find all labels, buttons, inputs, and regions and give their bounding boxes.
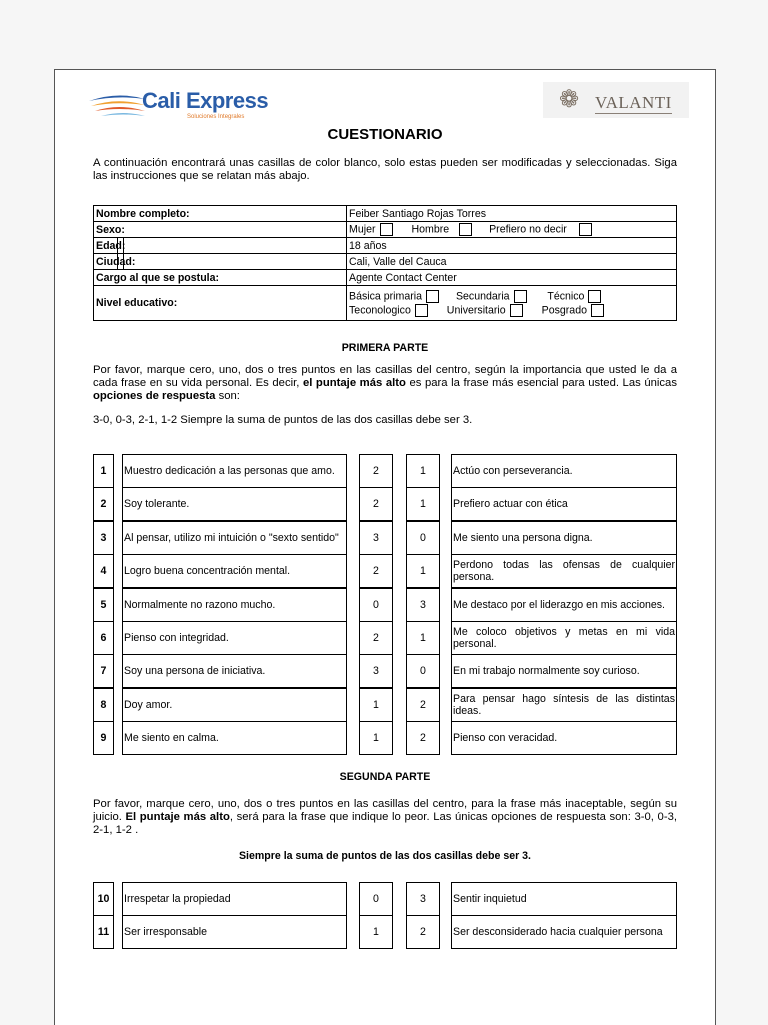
part2-instr-bold: El puntaje más alto	[125, 811, 230, 823]
score-right-input-text: 3	[420, 893, 426, 905]
statement-right-text: Prefiero actuar con ética	[453, 498, 568, 511]
score-left-input-text: 3	[373, 665, 379, 678]
question-number-text: 1	[100, 465, 107, 477]
checkbox-tecnico[interactable]	[588, 290, 601, 303]
part1-instr-text: Por favor, marque cero, uno, dos o tres puntos en las casillas del centro, según la importancia que usted le da a cada frase en su vida personal. Es decir,	[93, 364, 677, 389]
question-number	[93, 654, 114, 688]
question-number-text: 11	[97, 926, 110, 939]
education-option-label: Básica primaria	[349, 290, 423, 303]
score-left-input[interactable]	[359, 915, 393, 949]
cali-express-logo	[87, 88, 297, 128]
statement-left	[122, 688, 347, 722]
checkbox-prefiero-no-decir[interactable]	[579, 223, 592, 236]
sex-option-label: Mujer	[349, 223, 376, 236]
score-right-input-text: 2	[420, 732, 426, 745]
question-row	[93, 688, 677, 722]
statement-right	[451, 588, 677, 622]
part1-instructions	[93, 364, 677, 403]
statement-right-text: Perdono todas las ofensas de cualquier persona.	[453, 559, 675, 584]
question-row	[93, 654, 677, 688]
education-option-label: Teconologico	[349, 303, 411, 316]
part2-instructions	[93, 798, 677, 837]
statement-right	[451, 554, 677, 588]
cali-express-swoosh-icon	[87, 91, 147, 121]
statement-right-text: Sentir inquietud	[453, 893, 527, 905]
score-right-input[interactable]	[406, 554, 440, 588]
question-row	[93, 721, 677, 755]
statement-left	[122, 521, 347, 555]
cell-divider	[123, 238, 124, 253]
score-right-input[interactable]	[406, 882, 440, 916]
score-left-input[interactable]	[359, 588, 393, 622]
question-number-text: 2	[100, 498, 107, 511]
statement-right-text: Ser desconsiderado hacia cualquier persona	[453, 926, 663, 939]
question-number	[93, 721, 114, 755]
statement-right	[451, 454, 677, 488]
statement-right	[451, 487, 677, 521]
question-number-text: 7	[100, 665, 107, 678]
score-left-input-text: 2	[373, 498, 379, 511]
age-row	[94, 238, 677, 254]
education-options	[347, 286, 677, 321]
question-number-text: 10	[97, 893, 110, 905]
statement-left	[122, 554, 347, 588]
score-right-input-text: 1	[420, 565, 426, 578]
score-left-input[interactable]	[359, 454, 393, 488]
age-label-cell	[94, 238, 347, 254]
statement-left	[122, 882, 347, 916]
question-number	[93, 588, 114, 622]
statement-left	[122, 454, 347, 488]
part1-instr-text: es para la frase más esencial para usted. Las únicas	[405, 377, 677, 389]
question-number	[93, 487, 114, 521]
score-right-input-text: 1	[420, 632, 426, 644]
statement-left-text: Soy una persona de iniciativa.	[124, 665, 266, 678]
question-number-text: 9	[100, 732, 107, 745]
statement-left	[122, 721, 347, 755]
score-right-input[interactable]	[406, 454, 440, 488]
score-left-input[interactable]	[359, 487, 393, 521]
score-right-input[interactable]	[406, 521, 440, 555]
question-row	[93, 621, 677, 655]
city-row	[94, 254, 677, 270]
page-title: CUESTIONARIO	[327, 126, 443, 143]
checkbox-secundaria[interactable]	[514, 290, 527, 303]
part1-options-line: 3-0, 0-3, 2-1, 1-2 Siempre la suma de puntos de las dos casillas debe ser 3.	[93, 414, 473, 426]
statement-right-text: Me destaco por el liderazgo en mis acciones.	[453, 598, 665, 611]
question-row	[93, 588, 677, 622]
statement-right	[451, 621, 677, 655]
score-right-input-text: 1	[420, 465, 426, 477]
question-number-text: 6	[100, 632, 107, 644]
statement-right-text: Pienso con veracidad.	[453, 732, 558, 745]
questionnaire-page	[54, 69, 716, 1025]
statement-right-text: En mi trabajo normalmente soy curioso.	[453, 665, 640, 678]
valanti-logo	[543, 82, 689, 118]
score-left-input-text: 0	[373, 893, 379, 905]
checkbox-posgrado[interactable]	[591, 304, 604, 317]
sex-options	[347, 222, 677, 238]
education-options-row-2	[349, 304, 674, 317]
statement-left-text: Ser irresponsable	[124, 926, 208, 939]
education-row	[94, 286, 677, 321]
age-field[interactable]: 18 años	[347, 238, 677, 254]
score-right-input-text: 2	[420, 926, 426, 939]
score-left-input[interactable]	[359, 621, 393, 655]
score-left-input-text: 1	[373, 926, 379, 939]
score-left-input[interactable]	[359, 654, 393, 688]
statement-left-text: Muestro dedicación a las personas que amo.	[124, 465, 335, 477]
score-right-input[interactable]	[406, 915, 440, 949]
question-number-text: 5	[100, 598, 107, 611]
question-number	[93, 882, 114, 916]
sex-option-label: Hombre	[411, 223, 450, 236]
statement-left-text: Soy tolerante.	[124, 498, 190, 511]
part2-rule: Siempre la suma de puntos de las dos casillas debe ser 3.	[238, 850, 532, 862]
part1-instr-bold: opciones de respuesta	[93, 390, 216, 402]
statement-left-text: Doy amor.	[124, 698, 173, 711]
statement-left	[122, 588, 347, 622]
statement-right-text: Me siento una persona digna.	[453, 531, 593, 544]
score-right-input-text: 1	[420, 498, 426, 511]
question-number	[93, 621, 114, 655]
statement-left-text: Normalmente no razono mucho.	[124, 598, 276, 611]
question-number	[93, 521, 114, 555]
education-option-label: Secundaria	[455, 290, 510, 303]
statement-right	[451, 521, 677, 555]
part2-title: SEGUNDA PARTE	[339, 771, 431, 783]
part2-instr-text: Por favor, marque cero, uno, dos o tres puntos en las casillas del centro, para la frase más inaceptable, según su juicio.	[93, 798, 677, 823]
score-left-input-text: 2	[373, 565, 379, 578]
sex-option-label: Prefiero no decir	[489, 223, 567, 236]
statement-right	[451, 654, 677, 688]
question-number	[93, 915, 114, 949]
cali-logo-subtitle: Soluciones Integrales	[187, 114, 245, 120]
statement-left-text: Pienso con integridad.	[124, 632, 229, 644]
score-right-input[interactable]	[406, 588, 440, 622]
statement-right-text: Para pensar hago síntesis de las distintas ideas.	[453, 692, 675, 717]
sex-row	[94, 222, 677, 238]
cell-divider	[117, 254, 118, 269]
score-right-input-text: 2	[420, 698, 426, 711]
part2-instr-text: , será para la frase que indique lo peor. Las únicas opciones de respuesta son: 3-0, 0-3, 2-1, 1-2 .	[93, 811, 678, 836]
score-left-input-text: 1	[373, 732, 379, 745]
statement-right	[451, 882, 677, 916]
part1-instr-bold: el puntaje más alto	[302, 377, 406, 389]
age-label: Edad:	[96, 239, 126, 252]
checkbox-basica-primaria[interactable]	[426, 290, 439, 303]
statement-right-text: Actúo con perseverancia.	[453, 465, 573, 477]
score-right-input-text: 0	[420, 665, 426, 678]
intro-text: A continuación encontrará unas casillas de color blanco, solo estas pueden ser modificadas y seleccionadas. Siga las instrucciones que se relatan más abajo.	[93, 157, 677, 182]
score-right-input-text: 0	[420, 531, 426, 544]
statement-right-text: Me coloco objetivos y metas en mi vida personal.	[453, 626, 675, 650]
score-left-input[interactable]	[359, 721, 393, 755]
statement-left	[122, 654, 347, 688]
city-label-cell	[94, 254, 347, 270]
valanti-emblem-icon: ❁	[559, 86, 580, 113]
question-number-text: 8	[100, 698, 107, 711]
statement-right	[451, 721, 677, 755]
checkbox-hombre[interactable]	[459, 223, 472, 236]
score-right-input-text: 3	[420, 598, 426, 611]
position-row	[94, 270, 677, 286]
statement-left-text: Irrespetar la propiedad	[124, 893, 231, 905]
checkbox-mujer[interactable]	[380, 223, 393, 236]
education-options-row-1	[349, 290, 674, 303]
score-left-input-text: 2	[373, 632, 379, 644]
statement-left-text: Logro buena concentración mental.	[124, 565, 291, 578]
score-left-input-text: 1	[373, 698, 379, 711]
name-field[interactable]: Feiber Santiago Rojas Torres	[347, 206, 677, 222]
statement-right	[451, 915, 677, 949]
score-left-input[interactable]	[359, 521, 393, 555]
score-left-input[interactable]	[359, 688, 393, 722]
statement-left	[122, 621, 347, 655]
cell-divider	[123, 254, 124, 269]
score-left-input[interactable]	[359, 554, 393, 588]
score-right-input[interactable]	[406, 487, 440, 521]
position-field[interactable]: Agente Contact Center	[347, 270, 677, 286]
education-option-label: Técnico	[547, 290, 585, 303]
city-field[interactable]: Cali, Valle del Cauca	[347, 254, 677, 270]
question-number-text: 4	[100, 565, 107, 578]
statement-left-text: Al pensar, utilizo mi intuición o "sexto sentido"	[124, 531, 339, 544]
part1-instr-text: son:	[215, 390, 240, 402]
cali-logo-text: Cali Express	[142, 88, 269, 113]
checkbox-universitario[interactable]	[510, 304, 523, 317]
score-right-input[interactable]	[406, 688, 440, 722]
city-label: Ciudad:	[96, 255, 136, 268]
position-label: Cargo al que se postula:	[94, 270, 347, 286]
checkbox-tecnologico[interactable]	[415, 304, 428, 317]
statement-left-text: Me siento en calma.	[124, 732, 219, 745]
score-left-input-text: 0	[373, 598, 379, 611]
score-right-input[interactable]	[406, 654, 440, 688]
education-label: Nivel educativo:	[94, 286, 347, 321]
name-row	[94, 206, 677, 222]
question-row	[93, 915, 677, 949]
question-number	[93, 454, 114, 488]
valanti-logo-text: VALANTI	[595, 93, 672, 112]
question-row	[93, 882, 677, 916]
part1-title: PRIMERA PARTE	[341, 342, 429, 354]
question-row	[93, 487, 677, 521]
score-right-input[interactable]	[406, 721, 440, 755]
question-number	[93, 688, 114, 722]
score-left-input-text: 2	[373, 465, 379, 477]
score-right-input[interactable]	[406, 621, 440, 655]
statement-left	[122, 487, 347, 521]
question-number-text: 3	[100, 531, 107, 544]
score-left-input[interactable]	[359, 882, 393, 916]
statement-right	[451, 688, 677, 722]
name-label: Nombre completo:	[94, 206, 347, 222]
statement-left	[122, 915, 347, 949]
question-row	[93, 521, 677, 555]
education-option-label: Posgrado	[541, 303, 587, 316]
question-row	[93, 454, 677, 488]
cell-divider	[117, 238, 118, 253]
personal-info-table	[93, 205, 677, 321]
sex-label: Sexo:	[94, 222, 347, 238]
question-number	[93, 554, 114, 588]
score-left-input-text: 3	[373, 531, 379, 544]
question-row	[93, 554, 677, 588]
education-option-label: Universitario	[446, 303, 506, 316]
